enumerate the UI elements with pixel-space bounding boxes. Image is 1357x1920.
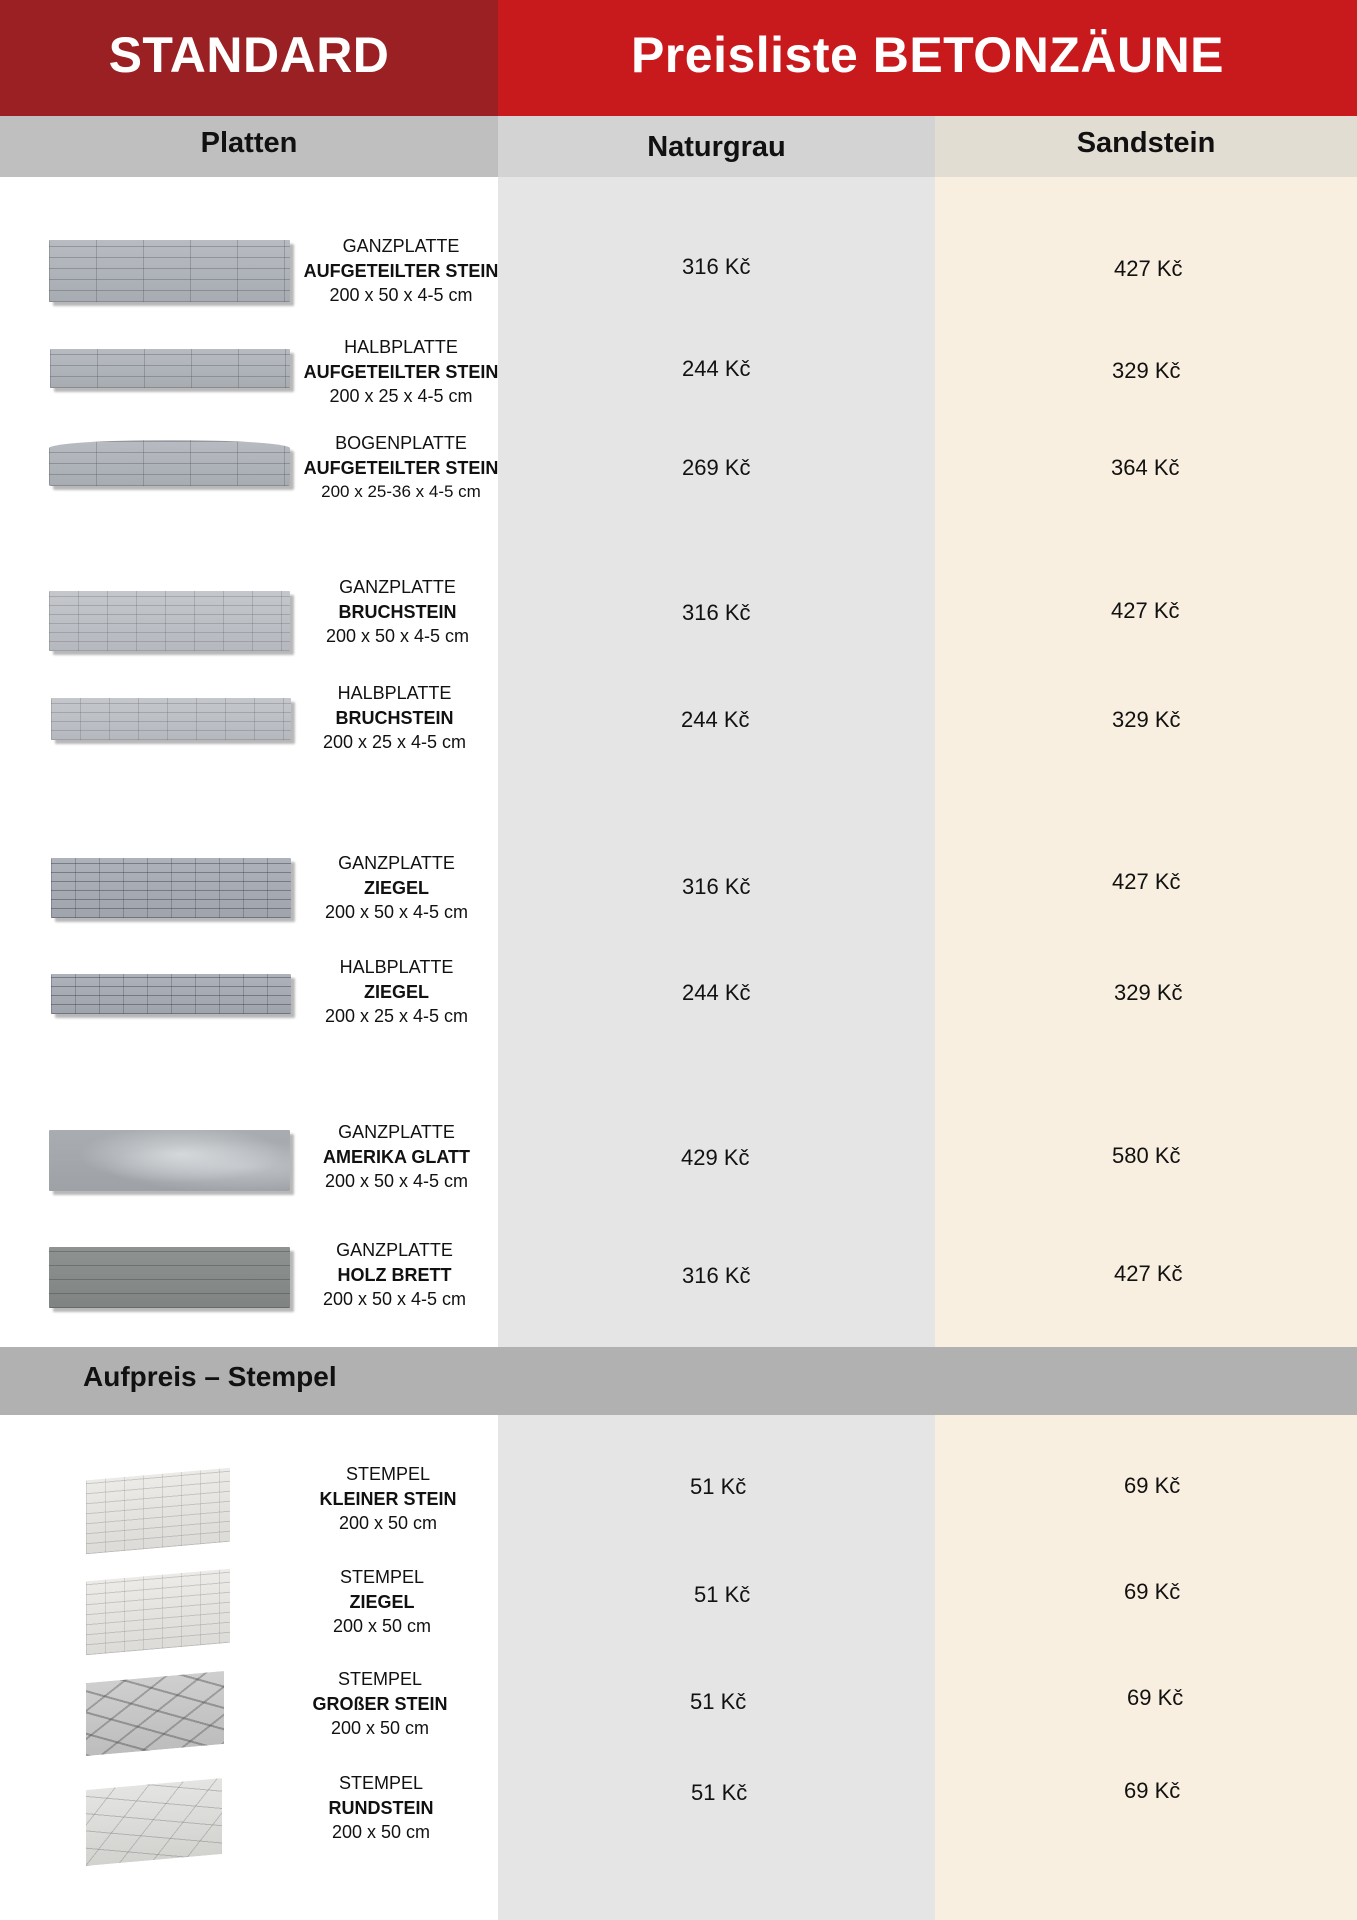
product-size: 200 x 25 x 4-5 cm — [322, 732, 467, 752]
product-description — [300, 335, 502, 409]
header-standard — [0, 0, 498, 116]
stempel-type: STEMPEL — [345, 1464, 431, 1484]
column-label-platten: Platten — [200, 127, 298, 159]
panel-image — [49, 1247, 290, 1308]
product-description — [294, 955, 499, 1029]
product-size: 200 x 25-36 x 4-5 cm — [321, 482, 481, 501]
price-sandstein: 329 Kč — [1112, 358, 1181, 383]
price-naturgrau: 429 Kč — [681, 1145, 750, 1170]
price-naturgrau: 316 Kč — [682, 874, 751, 899]
sandstein-column — [935, 177, 1357, 1920]
price-sandstein: 329 Kč — [1112, 707, 1181, 732]
stamp-image — [86, 1778, 222, 1866]
product-size: 200 x 25 x 4-5 cm — [329, 386, 473, 406]
column-label-sandstein: Sandstein — [1076, 127, 1216, 159]
product-type: GANZPLATTE — [342, 236, 460, 256]
stempel-size: 200 x 50 cm — [338, 1513, 438, 1533]
stamp-image — [86, 1569, 230, 1656]
header-standard-title: STANDARD — [108, 27, 390, 83]
price-naturgrau: 51 Kč — [690, 1474, 747, 1499]
price-naturgrau: 51 Kč — [691, 1780, 748, 1805]
panel-image — [49, 591, 290, 651]
price-sandstein: 364 Kč — [1111, 455, 1180, 480]
price-sandstein: 69 Kč — [1124, 1579, 1181, 1604]
stempel-description — [288, 1462, 488, 1536]
stempel-name: ZIEGEL — [349, 1591, 415, 1612]
price-naturgrau: 316 Kč — [682, 254, 751, 279]
stempel-section-title: Aufpreis – Stempel — [83, 1361, 337, 1392]
naturgrau-column — [498, 177, 935, 1920]
price-naturgrau: 316 Kč — [682, 1263, 751, 1288]
product-name: BRUCHSTEIN — [335, 707, 454, 728]
product-name: AUFGETEILTER STEIN — [303, 457, 499, 478]
product-size: 200 x 50 x 4-5 cm — [324, 902, 469, 922]
product-type: GANZPLATTE — [338, 1122, 455, 1142]
panel-image — [51, 974, 291, 1014]
price-sandstein: 329 Kč — [1114, 980, 1183, 1005]
price-naturgrau: 316 Kč — [682, 600, 751, 625]
product-type: GANZPLATTE — [339, 577, 456, 597]
product-name: AMERIKA GLATT — [323, 1146, 470, 1167]
stempel-name: GROßER STEIN — [312, 1693, 448, 1714]
panel-image — [49, 1130, 290, 1191]
product-description — [294, 851, 499, 925]
panel-image — [51, 698, 291, 740]
stamp-image — [86, 1671, 224, 1756]
product-size: 200 x 25 x 4-5 cm — [324, 1006, 469, 1026]
stempel-size: 200 x 50 cm — [331, 1822, 431, 1842]
column-label-naturgrau: Naturgrau — [647, 131, 786, 163]
product-name: AUFGETEILTER STEIN — [303, 260, 499, 281]
product-size: 200 x 50 x 4-5 cm — [324, 1171, 469, 1191]
price-sandstein: 427 Kč — [1114, 256, 1183, 281]
product-description — [292, 681, 497, 755]
stempel-size: 200 x 50 cm — [332, 1616, 432, 1636]
price-naturgrau: 269 Kč — [682, 455, 751, 480]
stempel-description — [281, 1771, 481, 1845]
column-header-sandstein — [935, 116, 1357, 177]
panel-image — [49, 440, 290, 486]
product-description — [300, 234, 502, 308]
product-type: BOGENPLATTE — [335, 433, 467, 453]
price-naturgrau: 244 Kč — [682, 356, 751, 381]
stempel-size: 200 x 50 cm — [330, 1718, 430, 1738]
stempel-type: STEMPEL — [339, 1567, 425, 1587]
price-sandstein: 69 Kč — [1124, 1473, 1181, 1498]
price-naturgrau: 244 Kč — [682, 980, 751, 1005]
panel-image — [49, 240, 290, 302]
price-sandstein: 427 Kč — [1112, 869, 1181, 894]
header-preisliste — [498, 0, 1357, 116]
product-description — [300, 431, 502, 505]
product-size: 200 x 50 x 4-5 cm — [329, 285, 473, 305]
stamp-image — [86, 1468, 230, 1555]
product-description — [292, 1238, 497, 1312]
panel-image — [51, 858, 291, 918]
product-type: GANZPLATTE — [336, 1240, 453, 1260]
product-name: ZIEGEL — [363, 981, 429, 1002]
stempel-name: KLEINER STEIN — [319, 1488, 457, 1509]
stempel-name: RUNDSTEIN — [328, 1797, 434, 1818]
price-naturgrau: 51 Kč — [690, 1689, 747, 1714]
product-type: GANZPLATTE — [338, 853, 455, 873]
price-sandstein: 427 Kč — [1111, 598, 1180, 623]
header-preisliste-title: Preisliste BETONZÄUNE — [630, 27, 1225, 83]
product-type: HALBPLATTE — [337, 683, 452, 703]
price-sandstein: 580 Kč — [1112, 1143, 1181, 1168]
product-description — [295, 575, 500, 649]
price-sandstein: 69 Kč — [1124, 1778, 1181, 1803]
product-description — [294, 1120, 499, 1194]
stempel-section-header — [0, 1347, 1357, 1415]
price-naturgrau: 51 Kč — [694, 1582, 751, 1607]
stempel-description — [282, 1565, 482, 1639]
stempel-description — [280, 1667, 480, 1741]
product-name: AUFGETEILTER STEIN — [303, 361, 499, 382]
product-name: ZIEGEL — [363, 877, 429, 898]
stempel-type: STEMPEL — [338, 1773, 424, 1793]
product-name: HOLZ BRETT — [337, 1264, 452, 1285]
panel-image — [50, 349, 290, 388]
product-type: HALBPLATTE — [344, 337, 458, 357]
price-sandstein: 427 Kč — [1114, 1261, 1183, 1286]
column-header-naturgrau — [498, 116, 935, 177]
price-naturgrau: 244 Kč — [681, 707, 750, 732]
product-size: 200 x 50 x 4-5 cm — [322, 1289, 467, 1309]
column-header-platten — [0, 116, 498, 177]
product-type: HALBPLATTE — [339, 957, 454, 977]
product-size: 200 x 50 x 4-5 cm — [325, 626, 470, 646]
product-name: BRUCHSTEIN — [338, 601, 457, 622]
price-sandstein: 69 Kč — [1127, 1685, 1184, 1710]
stempel-type: STEMPEL — [337, 1669, 423, 1689]
